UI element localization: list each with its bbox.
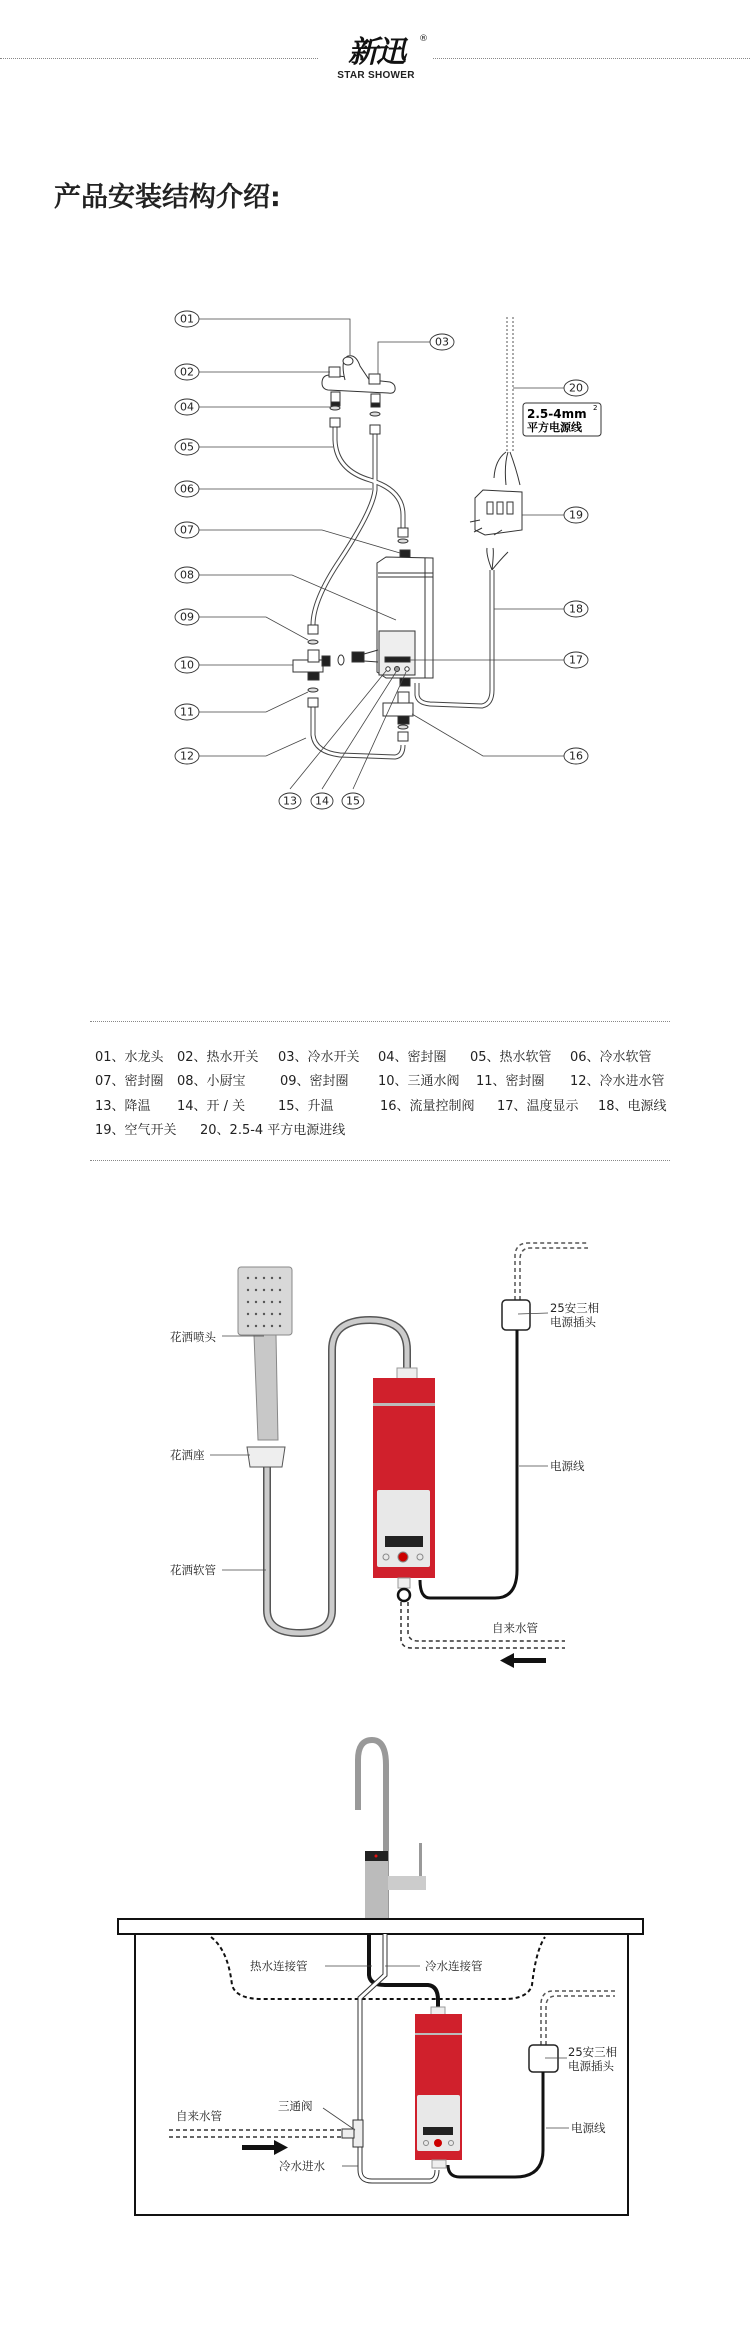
callout-08 xyxy=(175,567,199,583)
legend-item: 18、电源线 xyxy=(598,1099,667,1114)
water-pipe-dashed xyxy=(401,1602,565,1648)
power-cable-note xyxy=(523,403,601,436)
label-water-pipe: 自来水管 xyxy=(492,1621,538,1635)
power-supply-dashed-line xyxy=(541,1991,615,2045)
legend-item: 20、2.5-4 平方电源进线 xyxy=(200,1123,346,1138)
svg-text:17: 17 xyxy=(569,653,583,667)
label-power-cord: 电源线 xyxy=(550,1459,585,1473)
power-supply-dashed-line xyxy=(515,1243,588,1300)
callout-17 xyxy=(564,652,588,668)
svg-text:13: 13 xyxy=(283,794,297,808)
svg-text:19: 19 xyxy=(569,508,583,522)
brand-logo-en: STAR SHOWER xyxy=(337,70,415,81)
callout-20 xyxy=(564,380,588,396)
svg-text:12: 12 xyxy=(180,749,194,763)
shower-holder-icon xyxy=(247,1447,285,1467)
svg-text:06: 06 xyxy=(180,482,194,496)
legend-item: 10、三通水阀 xyxy=(378,1074,460,1089)
callout-04 xyxy=(175,399,199,415)
label-cold-inlet: 冷水进水 xyxy=(279,2159,325,2173)
legend-item: 17、温度显示 xyxy=(497,1099,579,1114)
callout-07 xyxy=(175,522,199,538)
callout-18 xyxy=(564,601,588,617)
callout-14 xyxy=(311,793,333,809)
legend-item: 16、流量控制阀 xyxy=(380,1099,475,1114)
svg-text:07: 07 xyxy=(180,523,194,537)
svg-text:03: 03 xyxy=(435,335,449,349)
callout-16 xyxy=(564,748,588,764)
svg-text:11: 11 xyxy=(180,705,194,719)
svg-text:02: 02 xyxy=(180,365,194,379)
heater-unit-red xyxy=(373,1368,435,1601)
arrow-left-icon xyxy=(500,1653,546,1668)
legend-item: 08、小厨宝 xyxy=(177,1074,246,1089)
water-inlet-dashed xyxy=(169,2130,342,2137)
power-cord-line xyxy=(448,2072,543,2177)
label-plug-line2: 电源插头 xyxy=(550,1315,596,1329)
legend-item: 05、热水软管 xyxy=(470,1050,552,1065)
callout-13 xyxy=(279,793,301,809)
legend-item: 09、密封圈 xyxy=(280,1074,349,1089)
label-plug-line1: 25安三相 xyxy=(550,1301,600,1315)
heater-unit-red xyxy=(415,2007,462,2168)
label-tee-valve: 三通阀 xyxy=(278,2099,313,2113)
legend-item: 06、冷水软管 xyxy=(570,1050,652,1065)
svg-text:01: 01 xyxy=(180,312,194,326)
svg-text:20: 20 xyxy=(569,381,583,395)
svg-text:04: 04 xyxy=(180,400,194,414)
legend-item: 11、密封圈 xyxy=(476,1074,545,1089)
callout-06 xyxy=(175,481,199,497)
legend-item: 14、开 / 关 xyxy=(177,1099,246,1114)
label-cold-pipe: 冷水连接管 xyxy=(425,1959,483,1973)
legend-item: 02、热水开关 xyxy=(177,1050,259,1065)
legend-item: 15、升温 xyxy=(278,1099,334,1114)
power-supply-line xyxy=(507,317,513,453)
svg-text:05: 05 xyxy=(180,440,194,454)
callout-03 xyxy=(430,334,454,350)
label-water-pipe: 自来水管 xyxy=(176,2109,222,2123)
svg-text:16: 16 xyxy=(569,749,583,763)
brand-logo-cn: 新迅 xyxy=(348,35,404,70)
page-title: 产品安装结构介绍: xyxy=(54,182,281,213)
label-plug-line1: 25安三相 xyxy=(568,2045,618,2059)
note-line2: 平方电源线 xyxy=(527,421,582,434)
heater-unit xyxy=(338,550,433,686)
svg-text:10: 10 xyxy=(180,658,194,672)
legend-item: 07、密封圈 xyxy=(95,1074,164,1089)
legend-item: 01、水龙头 xyxy=(95,1050,164,1065)
note-sup: 2 xyxy=(593,404,598,412)
svg-text:08: 08 xyxy=(180,568,194,582)
label-shower-head: 花洒喷头 xyxy=(170,1330,216,1344)
callout-01 xyxy=(175,311,199,327)
svg-text:18: 18 xyxy=(569,602,583,616)
exploded-diagram xyxy=(0,0,750,1000)
sink-installation-diagram xyxy=(0,1720,750,2350)
legend-item: 12、冷水进水管 xyxy=(570,1074,665,1089)
label-plug-line2: 电源插头 xyxy=(568,2059,614,2073)
flow-control-valve xyxy=(383,692,413,724)
callout-19 xyxy=(564,507,588,523)
note-line1: 2.5-4mm xyxy=(527,407,587,421)
callout-10 xyxy=(175,657,199,673)
shower-installation-diagram xyxy=(0,1200,750,1700)
tee-valve xyxy=(293,650,330,680)
legend-item: 03、冷水开关 xyxy=(278,1050,360,1065)
tee-valve-icon xyxy=(342,2120,363,2147)
svg-text:14: 14 xyxy=(315,794,329,808)
kitchen-faucet-icon xyxy=(358,1740,426,1920)
faucet-icon xyxy=(322,356,395,407)
wall-plug-icon xyxy=(502,1300,530,1330)
label-hot-pipe: 热水连接管 xyxy=(250,1959,308,1973)
callout-11 xyxy=(175,704,199,720)
callout-09 xyxy=(175,609,199,625)
wall-plug-icon xyxy=(529,2045,558,2072)
arrow-right-icon xyxy=(242,2140,288,2155)
countertop xyxy=(118,1919,643,1934)
legend-item: 19、空气开关 xyxy=(95,1123,177,1138)
label-power-cord: 电源线 xyxy=(571,2121,606,2135)
legend-divider-bottom xyxy=(90,1160,670,1161)
hot-water-pipe xyxy=(369,1934,438,2012)
legend-divider-top xyxy=(90,1021,670,1022)
callout-12 xyxy=(175,748,199,764)
air-switch xyxy=(470,452,522,535)
registered-mark: ® xyxy=(419,34,428,44)
callout-05 xyxy=(175,439,199,455)
legend-item: 04、密封圈 xyxy=(378,1050,447,1065)
svg-text:15: 15 xyxy=(346,794,360,808)
label-shower-hose: 花洒软管 xyxy=(170,1563,216,1577)
callout-02 xyxy=(175,364,199,380)
legend-item: 13、降温 xyxy=(95,1099,151,1114)
shower-head-icon xyxy=(238,1267,292,1440)
svg-text:09: 09 xyxy=(180,610,194,624)
label-shower-holder: 花洒座 xyxy=(170,1448,205,1462)
callout-15 xyxy=(342,793,364,809)
